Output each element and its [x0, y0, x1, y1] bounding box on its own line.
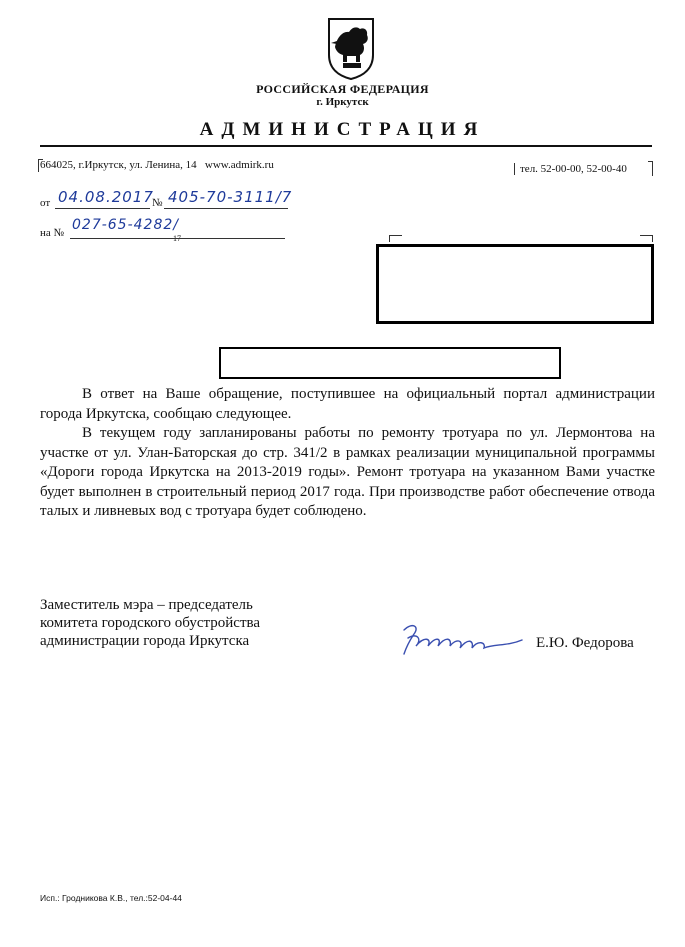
outgoing-date: 04.08.2017 [58, 188, 154, 206]
reference-label: на № [40, 227, 65, 239]
handwritten-signature [398, 618, 526, 662]
reference-number: 027-65-4282/ [72, 217, 179, 233]
phones-bracket-left [514, 163, 519, 175]
website-link: www.admirk.ru [204, 159, 274, 171]
country-title: РОССИЙСКАЯ ФЕДЕРАЦИЯ [256, 82, 429, 96]
phones-text: тел. 52-00-00, 52-00-40 [520, 163, 627, 175]
signatory-title-line: Заместитель мэра – председатель [40, 597, 253, 613]
city-title: г. Иркутск [316, 96, 369, 108]
outgoing-number: 405-70-3111/7 [168, 188, 293, 206]
number-label: № [152, 197, 163, 209]
header-divider [40, 145, 652, 147]
irkutsk-coat-of-arms-icon [327, 17, 375, 80]
address-text: 664025, г.Иркутск, ул. Ленина, 14 [40, 159, 197, 171]
recipient-corner-right [640, 235, 653, 242]
reference-underline [70, 238, 285, 239]
executor-footer: Исп.: Гродникова К.В., тел.:52-04-44 [40, 893, 182, 903]
letter-body [40, 385, 655, 522]
recipient-redaction [376, 244, 654, 324]
phones-bracket-right [648, 161, 653, 176]
date-underline [55, 208, 150, 209]
signatory-name: Е.Ю. Федорова [536, 635, 634, 651]
date-label: от [40, 197, 51, 209]
reference-suffix: 17 [173, 234, 181, 243]
address-line [40, 159, 274, 171]
signatory-title-line: администрации города Иркутска [40, 633, 250, 649]
signatory-title [40, 596, 260, 650]
salutation-redaction [219, 347, 561, 379]
number-underline [164, 208, 288, 209]
signatory-title-line: комитета городского обустройства [40, 615, 261, 631]
recipient-corner-left [389, 235, 402, 242]
body-paragraph: В текущем году запланированы работы по ремонту тротуара по ул. Лермонтова на участке от ул. Улан-Баторская до стр. 341/2 в рамках реализации муниципальной программы «Дороги города Иркутска на 2013-2019 годы». Ремонт тротуара на указанном Вами участке будет выполнен в строительный период 2017 года. При производстве работ обеспечение отвода талых и ливневых вод с тротуара будет соблюдено. [40, 425, 655, 519]
body-paragraph: В ответ на Ваше обращение, поступившее на официальный портал администрации города Иркутска, сообщаю следующее. [40, 386, 655, 422]
organization-title: АДМИНИСТРАЦИЯ [199, 119, 486, 140]
